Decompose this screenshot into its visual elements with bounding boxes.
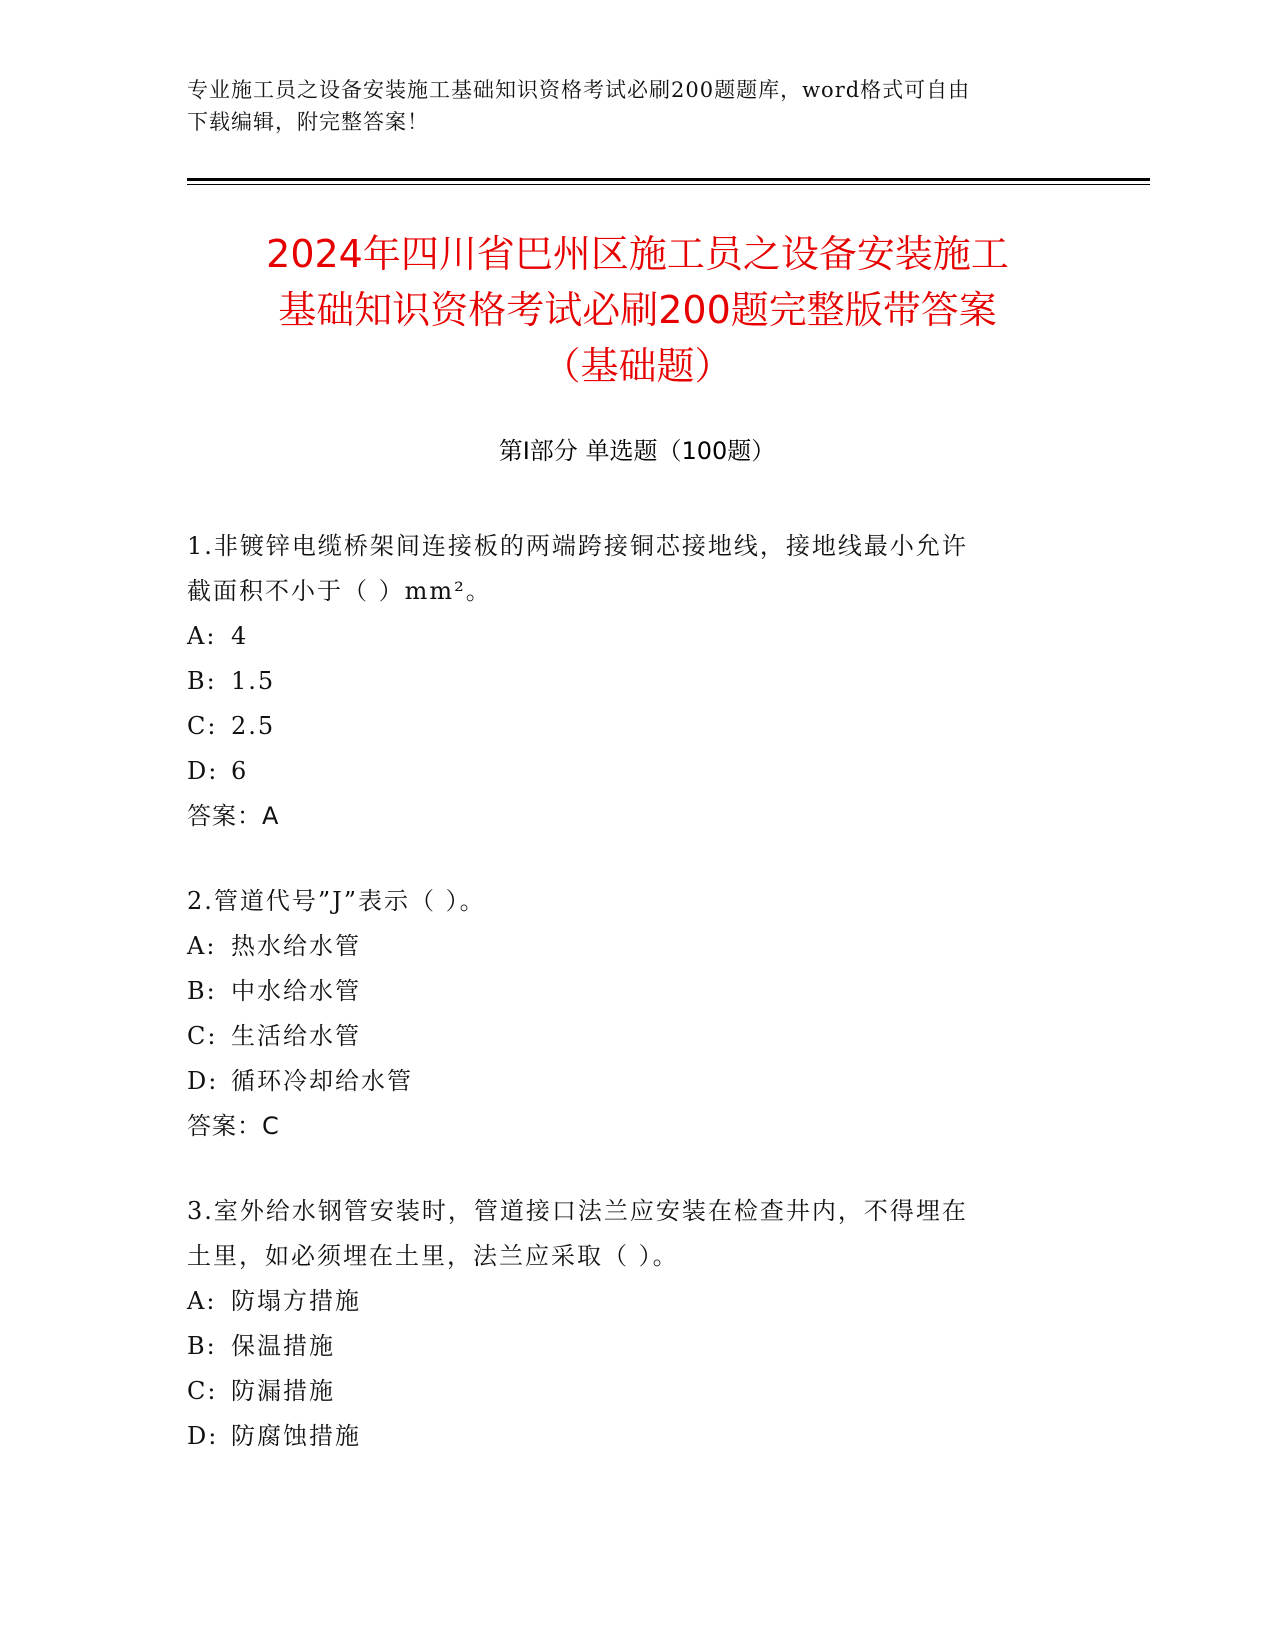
question-stem: 1.非镀锌电缆桥架间连接板的两端跨接铜芯接地线，接地线最小允许 [187, 532, 968, 560]
option-text: 防漏措施 [231, 1377, 335, 1405]
option-letter: A: [187, 932, 217, 960]
option-a [187, 924, 1077, 969]
option-b [187, 659, 1077, 704]
option-d [187, 1414, 1077, 1459]
option-letter: C: [187, 1377, 218, 1405]
header-note-line-1: 专业施工员之设备安装施工基础知识资格考试必刷200题题库，word格式可自由 [187, 78, 971, 102]
option-letter: B: [187, 667, 217, 695]
header-note-line-2: 下载编辑，附完整答案！ [187, 110, 429, 134]
option-letter: D: [187, 757, 219, 785]
option-letter: C: [187, 1022, 218, 1050]
header-note [187, 74, 1087, 138]
option-text: 循环冷却给水管 [231, 1067, 413, 1095]
option-c [187, 704, 1077, 749]
title-line-3: （基础题） [542, 344, 733, 388]
option-letter: D: [187, 1422, 219, 1450]
option-d [187, 749, 1077, 794]
option-letter: C: [187, 712, 218, 740]
option-text: 热水给水管 [231, 932, 361, 960]
option-text: 2.5 [231, 712, 276, 740]
option-text: 4 [231, 622, 249, 650]
option-a [187, 614, 1077, 659]
answer: 答案：A [187, 802, 280, 830]
question-stem: 3.室外给水钢管安装时，管道接口法兰应安装在检查井内，不得埋在 [187, 1197, 968, 1225]
option-d [187, 1059, 1077, 1104]
question-list [187, 524, 1077, 1499]
option-c [187, 1014, 1077, 1059]
option-text: 6 [231, 757, 249, 785]
header-rule-thin [187, 184, 1150, 185]
option-text: 防腐蚀措施 [231, 1422, 361, 1450]
option-text: 1.5 [231, 667, 276, 695]
title-line-2: 基础知识资格考试必刷200题完整版带答案 [278, 288, 997, 332]
question-3 [187, 1189, 1077, 1459]
question-stem-continued: 截面积不小于（ ）mm²。 [187, 577, 492, 605]
option-text: 生活给水管 [231, 1022, 361, 1050]
question-1 [187, 524, 1077, 839]
title-line-1: 2024年四川省巴州区施工员之设备安装施工 [266, 232, 1009, 276]
document-title [160, 226, 1115, 394]
question-2 [187, 879, 1077, 1149]
option-b [187, 1324, 1077, 1369]
option-text: 防塌方措施 [231, 1287, 361, 1315]
header-rule-thick [187, 178, 1150, 181]
option-c [187, 1369, 1077, 1414]
option-text: 保温措施 [231, 1332, 335, 1360]
option-letter: B: [187, 977, 217, 1005]
option-letter: A: [187, 1287, 217, 1315]
option-letter: B: [187, 1332, 217, 1360]
option-letter: D: [187, 1067, 219, 1095]
section-heading: 第Ⅰ部分 单选题（100题） [498, 437, 776, 465]
answer: 答案：C [187, 1112, 280, 1140]
option-b [187, 969, 1077, 1014]
option-a [187, 1279, 1077, 1324]
question-stem: 2.管道代号”J”表示（ ）。 [187, 887, 486, 915]
question-stem-continued: 土里，如必须埋在土里，法兰应采取（ ）。 [187, 1242, 679, 1270]
option-letter: A: [187, 622, 217, 650]
option-text: 中水给水管 [231, 977, 361, 1005]
